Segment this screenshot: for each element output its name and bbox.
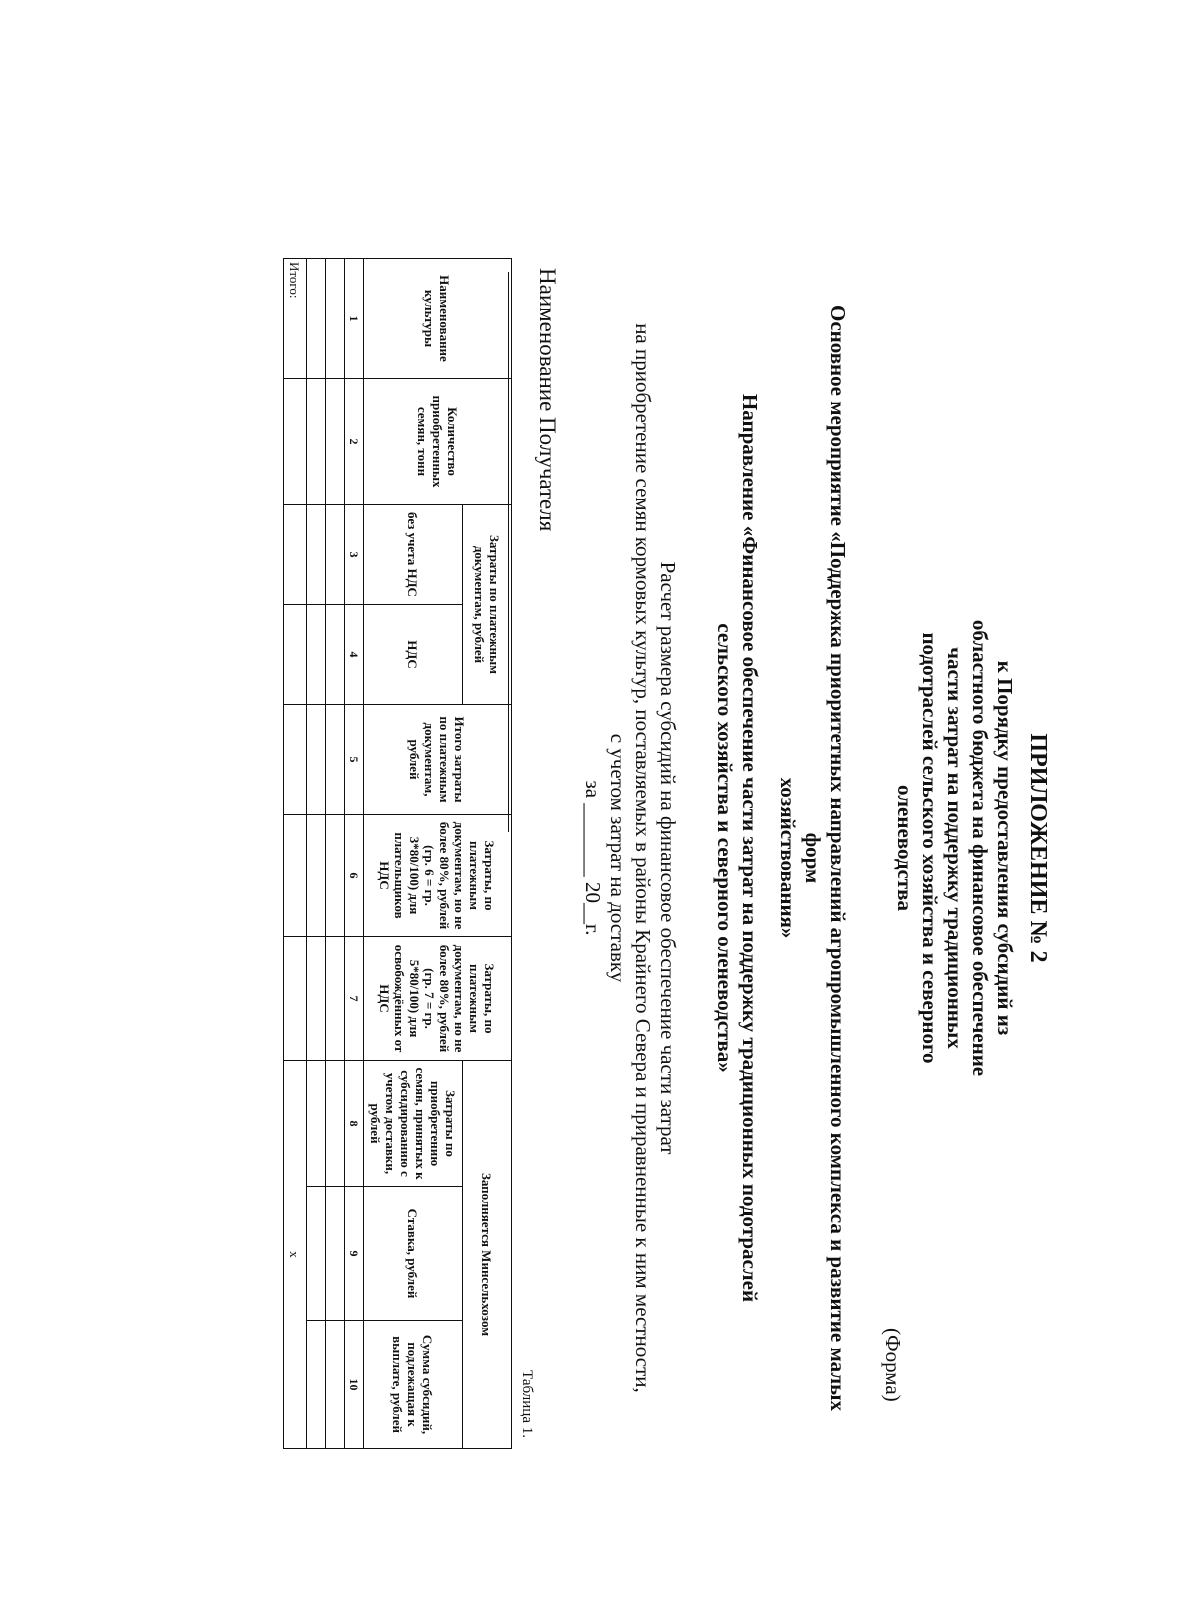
- col-header-crop-name: Наименование культуры: [364, 259, 512, 379]
- calculation-period: за _______ 20__г.: [581, 780, 605, 936]
- col-number: 10: [345, 1321, 364, 1449]
- col-header-without-vat: без учета НДС: [364, 505, 463, 605]
- table-cell[interactable]: [307, 605, 326, 705]
- calculation-line: с учетом затрат на доставку: [606, 733, 630, 983]
- table-cell[interactable]: [326, 605, 345, 705]
- table-cell[interactable]: [307, 505, 326, 605]
- col-number: 8: [345, 1061, 364, 1187]
- col-header-seed-quantity: Количество приобретенных семян, тонн: [364, 379, 512, 505]
- appendix-header: [892, 298, 1050, 1398]
- appendix-subtitle-line: областного бюджета на финансовое обеспечение: [968, 619, 992, 1077]
- col-number: 4: [345, 605, 364, 705]
- direction-title: [712, 318, 762, 1378]
- calculation-title: [580, 278, 680, 1438]
- direction-line: Направление «Финансовое обеспечение части затрат на поддержку традиционных подотраслей: [738, 393, 762, 1303]
- total-row: [284, 259, 307, 1449]
- table-cell[interactable]: [326, 259, 345, 379]
- total-label: Итого:: [284, 259, 307, 379]
- appendix-subtitle-line: подотраслей сельского хозяйства и северного: [918, 632, 942, 1064]
- table-cell[interactable]: [326, 1321, 345, 1449]
- table-row: [326, 259, 345, 1449]
- table-cell[interactable]: [307, 259, 326, 379]
- main-event-title: [775, 278, 850, 1438]
- col-number: 3: [345, 505, 364, 605]
- main-event-line: хозяйствования»: [776, 777, 800, 939]
- appendix-number: ПРИЛОЖЕНИЕ № 2: [1025, 733, 1051, 963]
- table-cell[interactable]: [307, 937, 326, 1061]
- col-header-vat: НДС: [364, 605, 463, 705]
- table-cell[interactable]: [326, 1061, 345, 1187]
- appendix-subtitle-line: части затрат на поддержку традиционных: [943, 647, 967, 1049]
- table-cell[interactable]: [326, 705, 345, 815]
- main-event-line: Основное мероприятие «Поддержка приоритетных направлений агропромышленного комплекса и развитие малых форм: [801, 304, 850, 1412]
- total-mark: х: [284, 1061, 307, 1449]
- table-row: [307, 259, 326, 1449]
- appendix-subtitle-line: к Порядку предоставления субсидий из: [993, 660, 1017, 1036]
- table-cell[interactable]: [307, 1061, 326, 1187]
- table-cell[interactable]: [307, 705, 326, 815]
- col-number: 2: [345, 379, 364, 505]
- col-header-accepted-costs: Затраты по приобретению семян, принятых к субсидированию с учетом доставки, рублей: [364, 1061, 463, 1187]
- calculation-line: на приобретение семян кормовых культур, поставляемых в районы Крайнего Севера и приравненные к ним местности,: [631, 323, 655, 1393]
- col-header-subsidy-amount: Сумма субсидий, подлежащая к выплате, рублей: [364, 1321, 463, 1449]
- table-cell[interactable]: [284, 505, 307, 605]
- table-cell[interactable]: [326, 379, 345, 505]
- table-cell[interactable]: [284, 815, 307, 937]
- table-cell[interactable]: [284, 705, 307, 815]
- col-header-rate: Ставка, рублей: [364, 1187, 463, 1321]
- table-cell[interactable]: [284, 605, 307, 705]
- col-header-costs-vat-payers: Затраты, по платежным документам, но не более 80%, рублей (гр. 6 = гр. 3*80/100) для плательщиков НДС: [364, 815, 512, 937]
- col-number: 7: [345, 937, 364, 1061]
- appendix-subtitle-line: оленеводства: [893, 785, 917, 911]
- table-title: Таблица 1.: [519, 1370, 535, 1438]
- table-cell[interactable]: [307, 1321, 326, 1449]
- col-group-ministry: Заполняется Минсельхозом: [463, 1061, 512, 1449]
- col-number: 5: [345, 705, 364, 815]
- calculation-line: Расчет размера субсидий на финансовое обеспечение части затрат: [656, 561, 680, 1155]
- table-cell[interactable]: [326, 1187, 345, 1321]
- subsidy-table: [283, 258, 512, 1449]
- table-cell[interactable]: [284, 379, 307, 505]
- recipient-label: Наименование Получателя: [535, 268, 560, 532]
- recipient-field: [508, 268, 560, 1048]
- table-cell[interactable]: [326, 815, 345, 937]
- col-number: 1: [345, 259, 364, 379]
- col-number: 9: [345, 1187, 364, 1321]
- col-number: 6: [345, 815, 364, 937]
- table-cell[interactable]: [307, 1187, 326, 1321]
- direction-line: сельского хозяйства и северного оленеводства»: [713, 623, 737, 1073]
- table-cell[interactable]: [307, 815, 326, 937]
- document-page: [60, 18, 1140, 1598]
- col-header-total-costs: Итого затраты по платежным документам, рублей: [364, 705, 512, 815]
- table-cell[interactable]: [284, 937, 307, 1061]
- table-cell[interactable]: [307, 379, 326, 505]
- table-cell[interactable]: [326, 937, 345, 1061]
- col-header-costs-vat-exempt: Затраты, по платежным документам, но не более 80%, рублей (гр. 7 = гр. 5*80/100) для освобождённых от НДС: [364, 937, 512, 1061]
- form-label: (Форма): [881, 1328, 905, 1402]
- col-group-payment-costs: Затраты по платежным документам, рублей: [463, 505, 512, 705]
- table-cell[interactable]: [326, 505, 345, 605]
